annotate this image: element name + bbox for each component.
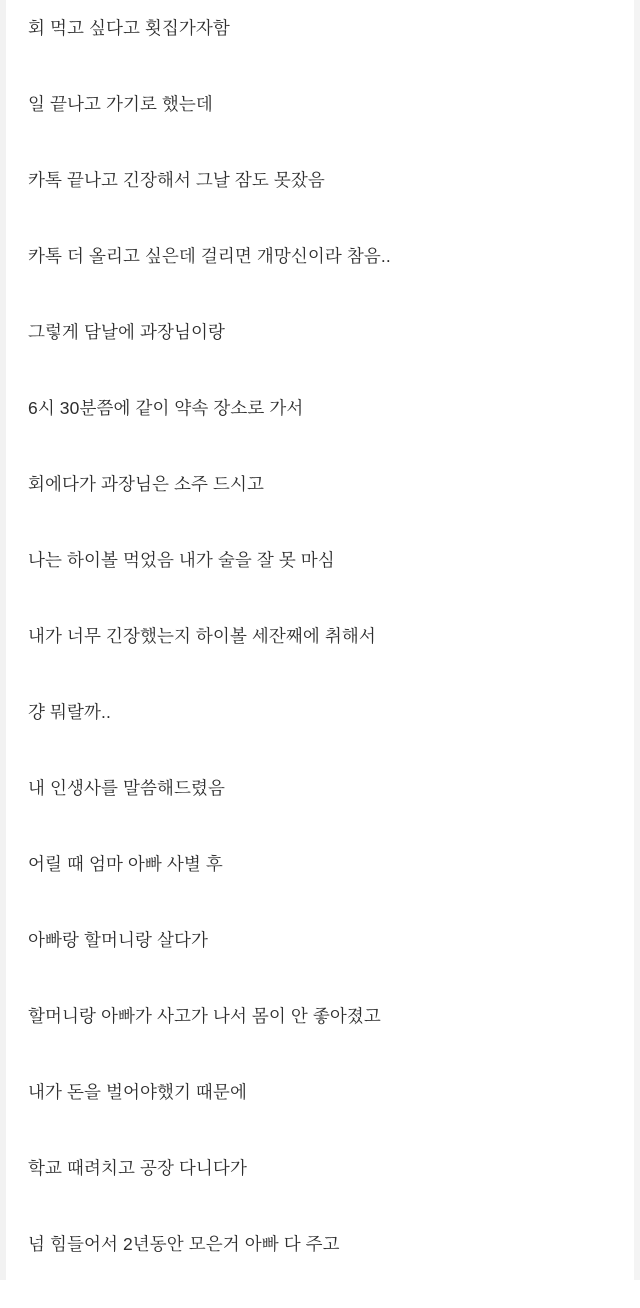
text-line: 6시 30분쯤에 같이 약속 장소로 가서 [28, 398, 304, 418]
text-line: 넘 힘들어서 2년동안 모은거 아빠 다 주고 [28, 1234, 340, 1254]
text-line: 카톡 더 올리고 싶은데 걸리면 개망신이라 참음.. [28, 246, 391, 266]
text-line: 아빠랑 할머니랑 살다가 [28, 930, 208, 950]
text-line: 그렇게 담날에 과장님이랑 [28, 322, 225, 342]
text-line: 내가 돈을 벌어야했기 때문에 [28, 1082, 247, 1102]
text-line: 회 먹고 싶다고 횟집가자함 [28, 18, 230, 38]
text-line: 할머니랑 아빠가 사고가 나서 몸이 안 좋아졌고 [28, 1006, 381, 1026]
text-line: 학교 때려치고 공장 다니다가 [28, 1158, 247, 1178]
text-line: 내 인생사를 말씀해드렸음 [28, 778, 225, 798]
text-line: 내가 너무 긴장했는지 하이볼 세잔째에 취해서 [28, 626, 376, 646]
story-text-body [28, 14, 612, 1308]
text-line: 나는 하이볼 먹었음 내가 술을 잘 못 마심 [28, 550, 335, 570]
text-line: 어릴 때 엄마 아빠 사별 후 [28, 854, 223, 874]
right-edge-strip [634, 0, 640, 1280]
text-line: 걍 뭐랄까.. [28, 702, 111, 722]
left-edge-strip [0, 0, 6, 1280]
text-line: 카톡 끝나고 긴장해서 그날 잠도 못잤음 [28, 170, 325, 190]
text-line: 일 끝나고 가기로 했는데 [28, 94, 213, 114]
text-line: 회에다가 과장님은 소주 드시고 [28, 474, 264, 494]
